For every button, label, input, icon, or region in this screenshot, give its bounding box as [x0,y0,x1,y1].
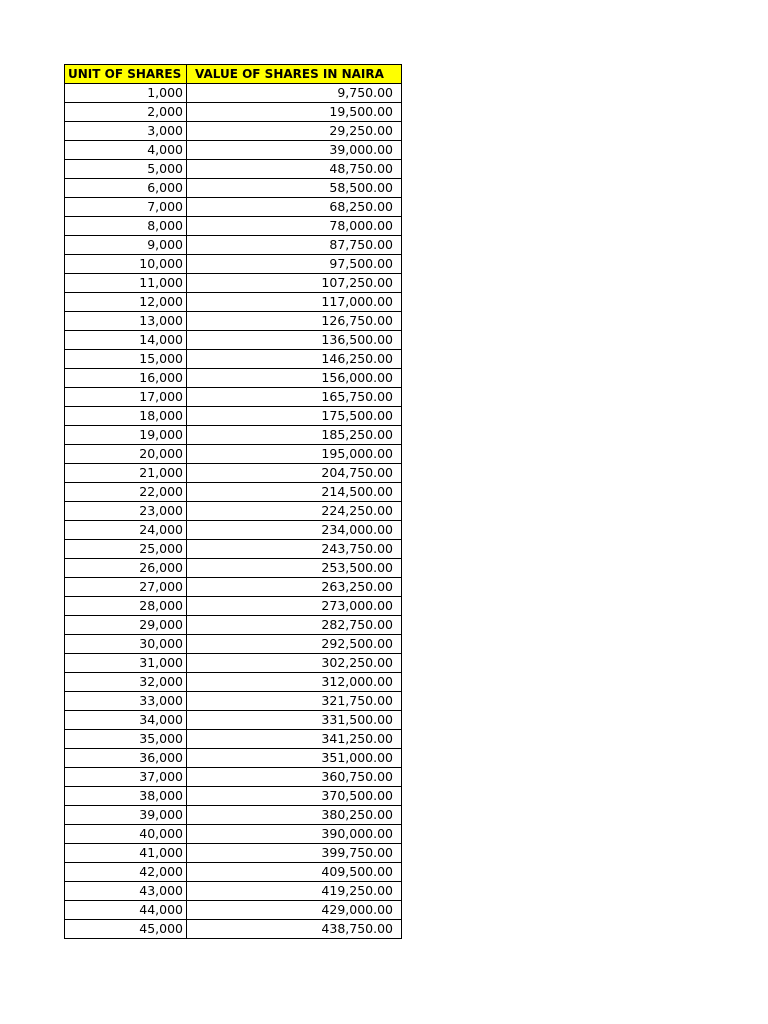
value-in-naira-cell: 341,250.00 [187,730,402,749]
value-in-naira-cell: 29,250.00 [187,122,402,141]
table-row [65,103,402,122]
table-row [65,274,402,293]
table-row [65,825,402,844]
value-in-naira-cell: 107,250.00 [187,274,402,293]
value-in-naira-cell: 146,250.00 [187,350,402,369]
table-row [65,388,402,407]
value-in-naira-cell: 195,000.00 [187,445,402,464]
value-in-naira-cell: 224,250.00 [187,502,402,521]
unit-of-shares-cell: 41,000 [65,844,187,863]
value-in-naira-cell: 58,500.00 [187,179,402,198]
unit-of-shares-cell: 20,000 [65,445,187,464]
unit-of-shares-cell: 3,000 [65,122,187,141]
table-row [65,730,402,749]
value-in-naira-cell: 380,250.00 [187,806,402,825]
table-row [65,882,402,901]
table-row [65,749,402,768]
table-row [65,578,402,597]
unit-of-shares-cell: 16,000 [65,369,187,388]
table-row [65,312,402,331]
value-in-naira-cell: 78,000.00 [187,217,402,236]
table-row [65,464,402,483]
table-row [65,540,402,559]
table-row [65,369,402,388]
unit-of-shares-cell: 12,000 [65,293,187,312]
unit-of-shares-cell: 23,000 [65,502,187,521]
table-row [65,84,402,103]
header-value-of-shares: VALUE OF SHARES IN NAIRA [187,65,402,84]
value-in-naira-cell: 292,500.00 [187,635,402,654]
table-row [65,559,402,578]
table-row [65,711,402,730]
unit-of-shares-cell: 9,000 [65,236,187,255]
value-in-naira-cell: 263,250.00 [187,578,402,597]
value-in-naira-cell: 399,750.00 [187,844,402,863]
value-in-naira-cell: 117,000.00 [187,293,402,312]
table-row [65,502,402,521]
value-in-naira-cell: 68,250.00 [187,198,402,217]
value-in-naira-cell: 185,250.00 [187,426,402,445]
value-in-naira-cell: 165,750.00 [187,388,402,407]
table-row [65,160,402,179]
table-row [65,635,402,654]
table-row [65,901,402,920]
unit-of-shares-cell: 34,000 [65,711,187,730]
unit-of-shares-cell: 25,000 [65,540,187,559]
unit-of-shares-cell: 10,000 [65,255,187,274]
value-in-naira-cell: 370,500.00 [187,787,402,806]
unit-of-shares-cell: 31,000 [65,654,187,673]
unit-of-shares-cell: 33,000 [65,692,187,711]
unit-of-shares-cell: 30,000 [65,635,187,654]
unit-of-shares-cell: 2,000 [65,103,187,122]
value-in-naira-cell: 419,250.00 [187,882,402,901]
value-in-naira-cell: 321,750.00 [187,692,402,711]
unit-of-shares-cell: 29,000 [65,616,187,635]
value-in-naira-cell: 253,500.00 [187,559,402,578]
unit-of-shares-cell: 4,000 [65,141,187,160]
value-in-naira-cell: 312,000.00 [187,673,402,692]
unit-of-shares-cell: 40,000 [65,825,187,844]
table-row [65,692,402,711]
table-row [65,806,402,825]
unit-of-shares-cell: 1,000 [65,84,187,103]
value-in-naira-cell: 156,000.00 [187,369,402,388]
unit-of-shares-cell: 45,000 [65,920,187,939]
table-row [65,236,402,255]
share-value-sheet [64,64,401,939]
unit-of-shares-cell: 13,000 [65,312,187,331]
table-row [65,597,402,616]
value-in-naira-cell: 390,000.00 [187,825,402,844]
value-in-naira-cell: 214,500.00 [187,483,402,502]
table-row [65,863,402,882]
table-row [65,844,402,863]
table-header-row [65,65,402,84]
unit-of-shares-cell: 7,000 [65,198,187,217]
value-in-naira-cell: 409,500.00 [187,863,402,882]
unit-of-shares-cell: 6,000 [65,179,187,198]
value-in-naira-cell: 87,750.00 [187,236,402,255]
value-in-naira-cell: 331,500.00 [187,711,402,730]
unit-of-shares-cell: 21,000 [65,464,187,483]
value-in-naira-cell: 48,750.00 [187,160,402,179]
table-row [65,445,402,464]
unit-of-shares-cell: 18,000 [65,407,187,426]
value-in-naira-cell: 438,750.00 [187,920,402,939]
value-in-naira-cell: 282,750.00 [187,616,402,635]
value-in-naira-cell: 97,500.00 [187,255,402,274]
table-row [65,920,402,939]
unit-of-shares-cell: 19,000 [65,426,187,445]
table-row [65,426,402,445]
value-in-naira-cell: 302,250.00 [187,654,402,673]
unit-of-shares-cell: 32,000 [65,673,187,692]
value-in-naira-cell: 243,750.00 [187,540,402,559]
table-row [65,255,402,274]
table-row [65,616,402,635]
unit-of-shares-cell: 17,000 [65,388,187,407]
unit-of-shares-cell: 14,000 [65,331,187,350]
table-row [65,673,402,692]
value-in-naira-cell: 9,750.00 [187,84,402,103]
value-in-naira-cell: 175,500.00 [187,407,402,426]
value-in-naira-cell: 136,500.00 [187,331,402,350]
table-row [65,122,402,141]
value-in-naira-cell: 204,750.00 [187,464,402,483]
table-row [65,654,402,673]
unit-of-shares-cell: 36,000 [65,749,187,768]
unit-of-shares-cell: 24,000 [65,521,187,540]
unit-of-shares-cell: 5,000 [65,160,187,179]
table-row [65,350,402,369]
table-row [65,198,402,217]
table-row [65,768,402,787]
table-row [65,217,402,236]
unit-of-shares-cell: 28,000 [65,597,187,616]
unit-of-shares-cell: 22,000 [65,483,187,502]
unit-of-shares-cell: 8,000 [65,217,187,236]
unit-of-shares-cell: 37,000 [65,768,187,787]
table-row [65,179,402,198]
table-row [65,141,402,160]
unit-of-shares-cell: 43,000 [65,882,187,901]
unit-of-shares-cell: 39,000 [65,806,187,825]
unit-of-shares-cell: 35,000 [65,730,187,749]
value-in-naira-cell: 234,000.00 [187,521,402,540]
table-row [65,521,402,540]
value-in-naira-cell: 273,000.00 [187,597,402,616]
table-row [65,331,402,350]
value-in-naira-cell: 429,000.00 [187,901,402,920]
table-row [65,293,402,312]
table-row [65,407,402,426]
unit-of-shares-cell: 15,000 [65,350,187,369]
header-unit-of-shares: UNIT OF SHARES [65,65,187,84]
value-in-naira-cell: 351,000.00 [187,749,402,768]
unit-of-shares-cell: 44,000 [65,901,187,920]
unit-of-shares-cell: 27,000 [65,578,187,597]
table-body [65,84,402,939]
table-row [65,787,402,806]
unit-of-shares-cell: 11,000 [65,274,187,293]
unit-of-shares-cell: 42,000 [65,863,187,882]
value-in-naira-cell: 126,750.00 [187,312,402,331]
share-value-table [64,64,402,939]
unit-of-shares-cell: 38,000 [65,787,187,806]
value-in-naira-cell: 19,500.00 [187,103,402,122]
table-row [65,483,402,502]
value-in-naira-cell: 39,000.00 [187,141,402,160]
unit-of-shares-cell: 26,000 [65,559,187,578]
value-in-naira-cell: 360,750.00 [187,768,402,787]
